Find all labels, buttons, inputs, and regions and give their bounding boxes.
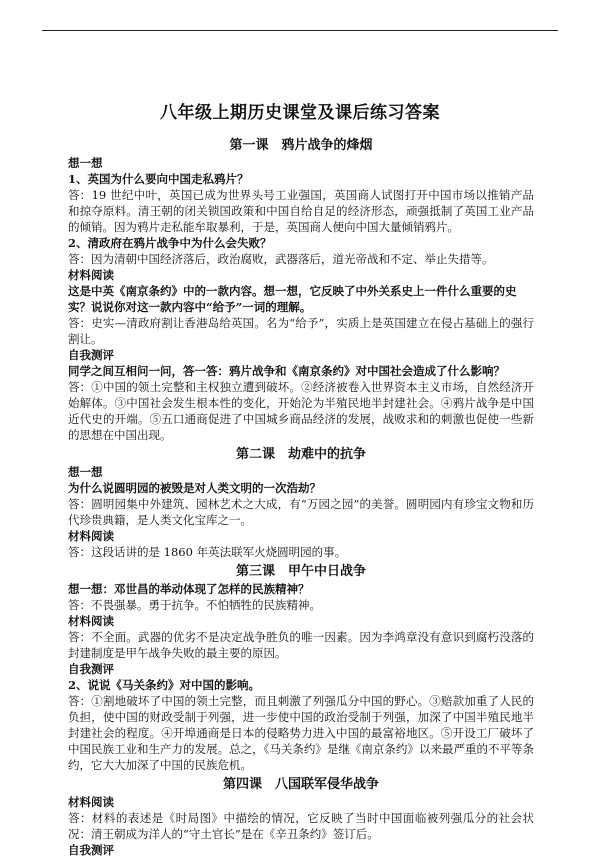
answer-text: 答：史实—清政府割让香港岛给英国。名为“给予”，实质上是英国建立在侵占基础上的强行割让。 [68,316,534,346]
section-label: 材料阅读 [68,268,114,282]
section-label: 想一想 [68,465,103,479]
lesson-heading: 第四课 八国联军侵华战争 [222,777,379,792]
question-text: 同学之间互相问一问，答一答：鸦片战争和《南京条约》对中国社会造成了什么影响？ [68,364,505,378]
header-rule [42,30,558,31]
question-text: 为什么说圆明园的被毁是对人类文明的一次浩劫？ [68,481,321,495]
answer-text: 答：①割地破坏了中国的领土完整，而且刺激了列强瓜分中国的野心。③赔款加重了人民的负担，使中国的财政受制于列强，进一步使中国的政治受制于列强，加深了中国半殖民地半封建社会的程度。④开埠通商是日本的侵略势力进入中国的最富裕地区。⑤开设工厂破坏了中国民族工业和生产力的发展。总之，《马关条约》是继《南京条约》以来最严重的不平等条约，它大大加深了中国的民族危机。 [68,694,534,772]
question-text: 这是中英《南京条约》中的一款内容。想一想，它反映了中外关系史上一件什么重要的史实？说说你对这一款内容中“给予”一词的理解。 [68,284,517,314]
question-text: 2、清政府在鸦片战争中为什么会失败？ [68,236,272,250]
answer-text: 答：19 世纪中叶，英国已成为世界头号工业强国，英国商人试图打开中国市场以推销产品和掠夺原料。清王朝的闭关锁国政策和中国自给自足的经济形态，顽强抵制了英国工业产品的倾销。因为鸦片走私能牟取暴利，于是，英国商人便向中国大量倾销鸦片。 [68,188,534,234]
section-label: 自我测评 [68,843,114,857]
section-label: 自我测评 [68,348,114,362]
question-text: 2、说说《马关条约》对中国的影响。 [68,678,260,692]
lesson-heading: 第三课 甲午中日战争 [235,564,366,579]
answer-text: 答：不畏强暴。勇于抗争。不怕牺牲的民族精神。 [68,598,321,612]
lesson-heading: 第二课 劫难中的抗争 [235,447,366,462]
lesson-heading: 第一课 鸦片战争的烽烟 [229,138,373,153]
question-text: 想一想：邓世昌的举动体现了怎样的民族精神？ [68,582,310,596]
section-label: 自我测评 [68,662,114,676]
section-label: 材料阅读 [68,795,114,809]
answer-text: 答：因为清朝中国经济落后，政治腐败，武器落后，道光帝战和不定、举止失措等。 [68,252,494,266]
question-text: 1、英国为什么要向中国走私鸦片？ [68,172,249,186]
document-body [68,134,534,858]
answer-text: 答：材料的表述是《时局图》中描绘的情况，它反映了当时中国面临被列强瓜分的社会状况：清王朝成为洋人的“守土官长”是在《辛丑条约》签订后。 [68,811,534,841]
answer-text: 答：圆明园集中外建筑、园林艺术之大成，有“万园之园”的美誉。圆明园内有珍宝文物和历代珍贵典籍，是人类文化宝库之一。 [68,497,534,527]
section-label: 想一想 [68,156,103,170]
document-title: 八年级上期历史课堂及课后练习答案 [160,103,440,123]
answer-text: 答：这段话讲的是 1860 年英法联军火烧圆明园的事。 [68,545,347,559]
answer-text: 答：不全面。武器的优劣不是决定战争胜负的唯一因素。因为李鸿章没有意识到腐朽没落的封建制度是甲午战争失败的最主要的原因。 [68,630,534,660]
answer-text: 答：①中国的领土完整和主权独立遭到破坏。②经济被卷入世界资本主义市场，自然经济开始解体。③中国社会发生根本性的变化，开始沦为半殖民地半封建社会。④鸦片战争是中国近代史的开端。⑤五口通商促进了中国城乡商品经济的发展，战败求和的刺激也促使一些新的思想在中国出现。 [68,380,534,442]
section-label: 材料阅读 [68,614,114,628]
section-label: 材料阅读 [68,529,114,543]
